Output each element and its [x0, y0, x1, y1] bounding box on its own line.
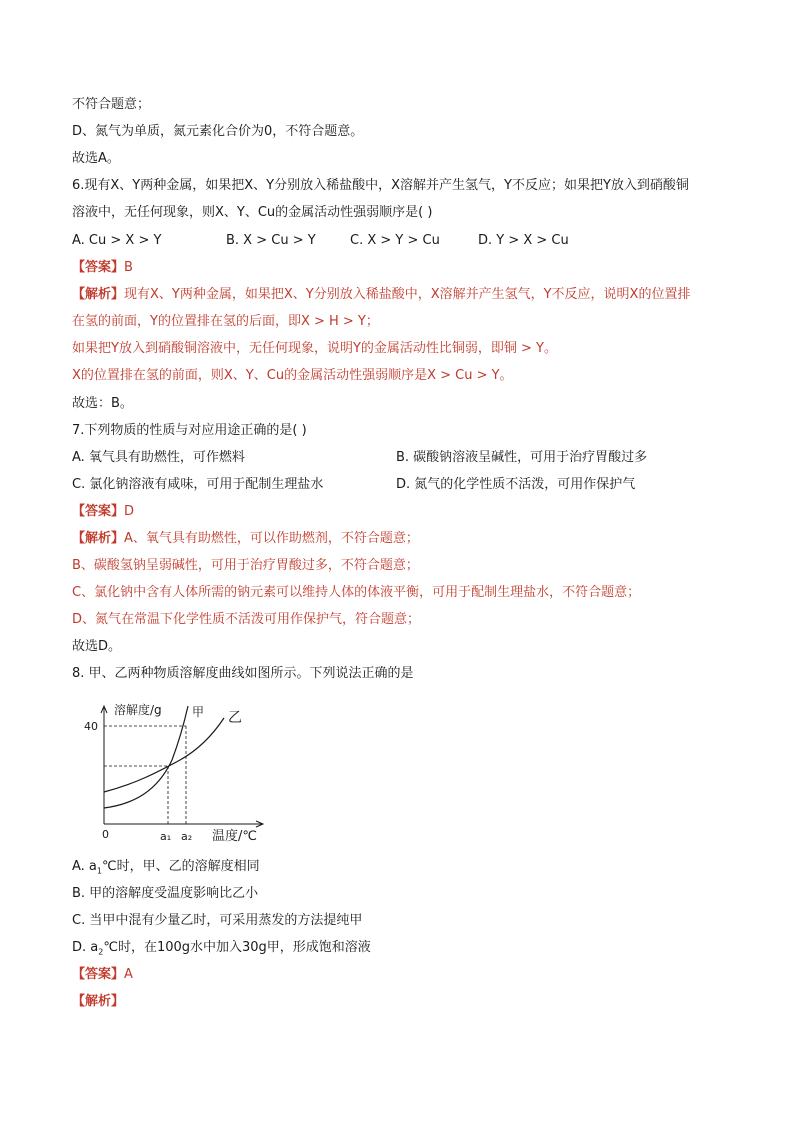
q7-analysis	[72, 530, 419, 548]
q6-option-c: C. X > Y > Cu	[350, 233, 440, 248]
q8-answer	[72, 966, 133, 984]
q8-option-c: C. 当甲中混有少量乙时，可采用蒸发的方法提纯甲	[72, 913, 363, 928]
answer-label: 【答案】	[72, 967, 125, 982]
answer-value: A	[124, 967, 133, 982]
option-text: D. a	[72, 940, 99, 955]
q8-option-d	[72, 939, 371, 962]
answer-value: D	[124, 504, 135, 519]
y-tick-40: 40	[84, 720, 98, 733]
question-7-stem: 7.下列物质的性质与对应用途正确的是( )	[72, 423, 307, 438]
q6-analysis	[72, 286, 690, 304]
q8-option-b: B. 甲的溶解度受温度影响比乙小	[72, 886, 259, 901]
y-axis-label: 溶解度/g	[114, 703, 162, 717]
analysis-label: 【解析】	[72, 287, 125, 302]
text-line: 故选A。	[72, 151, 120, 166]
curve-jia-label: 甲	[192, 705, 205, 719]
answer-label: 【答案】	[72, 260, 125, 275]
analysis-label: 【解析】	[72, 994, 125, 1009]
analysis-label: 【解析】	[72, 531, 125, 546]
question-6-stem: 溶液中，无任何现象，则X、Y、Cu的金属活动性强弱顺序是( )	[72, 205, 433, 220]
origin-label: 0	[102, 828, 109, 841]
analysis-text: A、氧气具有助燃性，可以作助燃剂，不符合题意；	[124, 531, 419, 546]
q7-answer	[72, 503, 134, 521]
q7-option-a: A. 氧气具有助燃性，可作燃料	[72, 450, 245, 465]
option-text: ℃时，甲、乙的溶解度相同	[102, 859, 260, 874]
analysis-text: X的位置排在氢的前面，则X、Y、Cu的金属活动性强弱顺序是X > Cu > Y。	[72, 368, 513, 383]
question-6-stem: 6.现有X、Y两种金属，如果把X、Y分别放入稀盐酸中，X溶解并产生氢气，Y不反应；如果把Y放入到硝酸铜	[72, 178, 689, 193]
answer-value: B	[124, 260, 133, 275]
analysis-text: B、碳酸氢钠呈弱碱性，可用于治疗胃酸过多，不符合题意；	[72, 558, 419, 573]
x-tick-a1: a₁	[160, 830, 172, 843]
q7-option-c: C. 氯化钠溶液有咸味，可用于配制生理盐水	[72, 477, 324, 492]
q7-option-d: D. 氮气的化学性质不活泼，可用作保护气	[396, 477, 636, 492]
question-8-stem: 8. 甲、乙两种物质溶解度曲线如图所示。下列说法正确的是	[72, 666, 414, 681]
analysis-text: 如果把Y放入到硝酸铜溶液中，无任何现象，说明Y的金属活动性比铜弱，即铜 > Y。	[72, 341, 557, 356]
analysis-text: 现有X、Y两种金属，如果把X、Y分别放入稀盐酸中，X溶解并产生氢气，Y不反应，说明X的位置排	[124, 287, 691, 302]
curve-yi	[104, 718, 224, 792]
option-sub: 2	[98, 947, 104, 957]
analysis-text: 在氢的前面，Y的位置排在氢的后面，即X > H > Y；	[72, 314, 379, 329]
q8-option-a	[72, 858, 260, 881]
x-axis-label: 温度/℃	[212, 829, 257, 844]
q8-analysis	[72, 993, 124, 1011]
answer-label: 【答案】	[72, 504, 125, 519]
q6-option-a: A. Cu > X > Y	[72, 233, 162, 248]
solubility-curve-figure	[80, 700, 280, 848]
text-line: D、氮气为单质，氮元素化合价为0，不符合题意。	[72, 124, 364, 139]
curve-jia	[104, 706, 188, 808]
analysis-text: C、氯化钠中含有人体所需的钠元素可以维持人体的体液平衡，可用于配制生理盐水，不符合题意；	[72, 585, 641, 600]
text-line: 故选：B。	[72, 396, 133, 411]
option-text: A. a	[72, 859, 97, 874]
q6-answer	[72, 259, 133, 277]
q6-option-d: D. Y > X > Cu	[478, 233, 569, 248]
option-sub: 1	[96, 866, 102, 876]
x-tick-a2: a₂	[181, 830, 193, 843]
text-line: 故选D。	[72, 639, 122, 654]
q6-option-b: B. X > Cu > Y	[226, 233, 316, 248]
text-line: 不符合题意；	[72, 97, 151, 112]
analysis-text: D、氮气在常温下化学性质不活泼可用作保护气，符合题意；	[72, 612, 421, 627]
option-text: ℃时，在100g水中加入30g甲，形成饱和溶液	[103, 940, 371, 955]
curve-yi-label: 乙	[228, 710, 242, 726]
q7-option-b: B. 碳酸钠溶液呈碱性，可用于治疗胃酸过多	[396, 450, 648, 465]
